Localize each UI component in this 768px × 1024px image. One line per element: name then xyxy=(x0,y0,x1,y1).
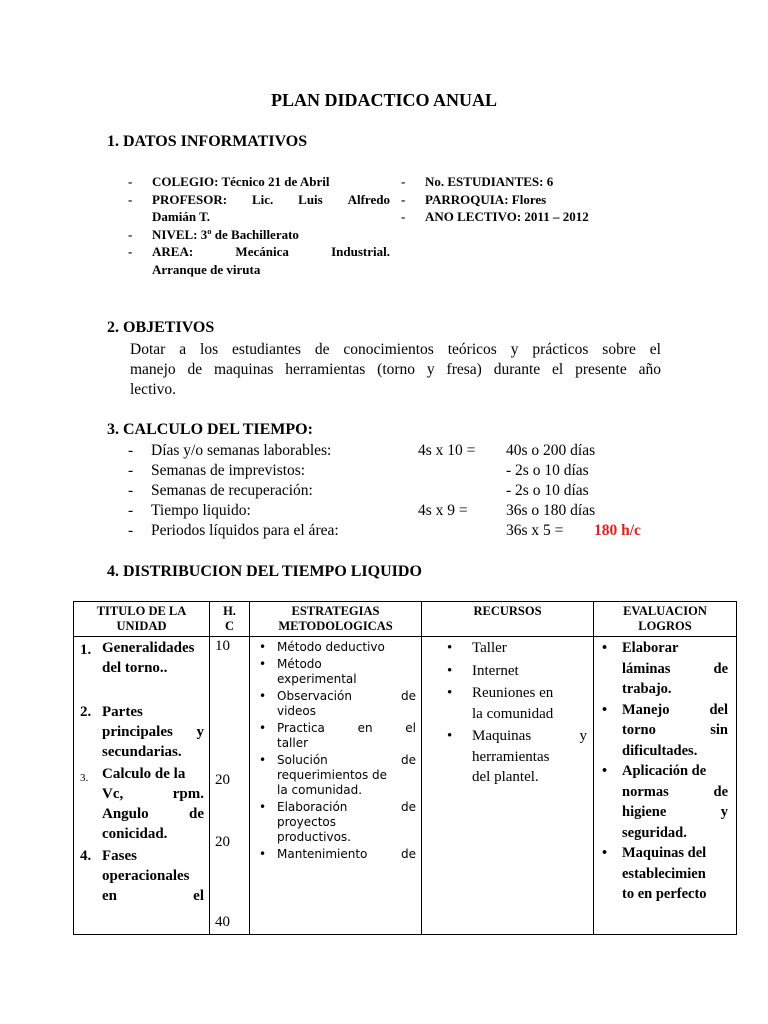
objetivos-line: Dotar a los estudiantes de conocimientos teóricos y prácticos sobre el xyxy=(130,341,661,358)
list-item-text: trabajo. xyxy=(622,681,672,697)
bullet-icon: • xyxy=(259,721,267,735)
unit-text: y xyxy=(196,724,204,740)
header-recursos: RECURSOS xyxy=(422,602,594,637)
hours-value: 20 xyxy=(215,772,230,788)
unit-2 xyxy=(102,702,204,762)
objetivos-paragraph xyxy=(130,340,661,400)
datos-right-column xyxy=(401,173,651,226)
list-item xyxy=(256,640,416,655)
unit-number: 3. xyxy=(80,772,89,784)
cell-recursos xyxy=(422,637,594,935)
list-item-text: productivos. xyxy=(277,830,351,844)
bullet-icon: • xyxy=(259,847,267,861)
list-item xyxy=(602,843,728,905)
list-item-text: Método xyxy=(277,657,322,671)
list-item-text: torno xyxy=(622,722,656,738)
list-item-text: Solución xyxy=(277,753,328,767)
list-item-text: seguridad. xyxy=(622,824,687,841)
dash: - xyxy=(128,462,134,479)
list-item-text: el xyxy=(405,721,416,735)
calculo-row xyxy=(128,522,668,542)
list-item-text: la comunidad. xyxy=(277,783,363,797)
list-item xyxy=(256,753,416,798)
cell-unidades xyxy=(74,637,210,935)
dash: - xyxy=(128,502,134,519)
list-item-text: Maquinas xyxy=(472,728,532,744)
bullet-icon: • xyxy=(602,701,608,718)
list-item-text: Mantenimiento xyxy=(277,847,368,861)
unit-4 xyxy=(102,846,204,906)
list-item-text: videos xyxy=(277,704,317,718)
unit-number: 2. xyxy=(80,704,92,720)
hours-value: 10 xyxy=(215,638,230,654)
cell-logros xyxy=(594,637,737,935)
section-2-heading: 2. OBJETIVOS xyxy=(107,319,215,336)
calculo-label: Semanas de recuperación: xyxy=(151,482,313,499)
unit-text: conicidad. xyxy=(102,826,168,842)
profesor-label: PROFESOR: xyxy=(152,191,228,207)
calculo-op: 4s x 10 = xyxy=(418,442,476,459)
list-item xyxy=(602,700,728,762)
unit-text: Vc, xyxy=(102,786,124,802)
nivel-text: NIVEL: 3º de Bachillerato xyxy=(152,226,299,242)
unit-text: de xyxy=(189,806,204,822)
list-item-text: de xyxy=(401,753,416,767)
dash: - xyxy=(401,209,406,224)
calculo-row xyxy=(128,502,668,522)
unit-text: Fases xyxy=(102,848,137,864)
unit-text: principales xyxy=(102,724,173,740)
bullet-icon: • xyxy=(447,640,453,656)
bullet-icon: • xyxy=(447,662,453,679)
unit-text: Partes xyxy=(102,704,143,720)
unit-number: 4. xyxy=(80,848,92,864)
list-item-text: Maquinas del xyxy=(622,845,707,861)
section-3-heading: 3. CALCULO DEL TIEMPO: xyxy=(107,421,313,438)
list-item-text: del plantel. xyxy=(472,769,539,785)
list-item-text: Elaboración xyxy=(277,800,348,814)
list-item-text: de xyxy=(713,660,728,677)
parroquia-text: PARROQUIA: Flores xyxy=(425,191,547,207)
area-line xyxy=(152,243,390,261)
unit-1 xyxy=(102,638,204,678)
ano-lectivo-text: ANO LECTIVO: 2011 – 2012 xyxy=(425,209,589,224)
calculo-op: 4s x 9 = xyxy=(418,502,468,519)
bullet-icon: • xyxy=(259,753,267,767)
bullet-icon: • xyxy=(602,845,608,861)
calculo-row xyxy=(128,462,668,482)
list-item xyxy=(447,683,587,724)
document-title: PLAN DIDACTICO ANUAL xyxy=(270,90,498,110)
list-item xyxy=(602,761,728,843)
profesor-line xyxy=(152,191,390,209)
bullet-icon: • xyxy=(602,763,608,779)
unit-3 xyxy=(102,764,204,844)
bullet-icon: • xyxy=(259,640,267,654)
unit-text: rpm. xyxy=(172,786,204,802)
distribution-table xyxy=(73,601,737,935)
calculo-result: 36s x 5 = xyxy=(506,522,564,539)
hours-value: 20 xyxy=(215,834,230,850)
list-item-text: y xyxy=(579,728,587,744)
list-item-text: Reuniones en xyxy=(472,685,554,701)
list-item-text: de xyxy=(401,847,416,861)
unit-text: en xyxy=(102,888,117,904)
datos-left-column xyxy=(128,173,390,278)
estudiantes-text: No. ESTUDIANTES: 6 xyxy=(425,174,554,189)
calculo-result: - 2s o 10 días xyxy=(506,482,589,499)
list-item xyxy=(256,847,416,862)
calculo-label: Tiempo liquido: xyxy=(151,502,251,519)
profesor-word: Luis xyxy=(298,191,323,207)
area-word: Mecánica xyxy=(235,244,289,259)
list-item-text: to en perfecto xyxy=(622,886,707,902)
list-item-text: dificultades. xyxy=(622,742,698,759)
area-cont: Arranque de viruta xyxy=(152,261,261,277)
list-item-text: Manejo xyxy=(622,701,670,718)
dash: - xyxy=(128,244,133,259)
list-item xyxy=(256,689,416,719)
unit-text: Calculo de la xyxy=(102,766,186,782)
list-item-text: higiene xyxy=(622,804,667,820)
list-item xyxy=(447,661,587,682)
calculo-result: 36s o 180 días xyxy=(506,502,596,519)
unit-text: el xyxy=(193,888,204,904)
bullet-icon: • xyxy=(259,689,267,703)
section-4-heading: 4. DISTRIBUCION DEL TIEMPO LIQUIDO xyxy=(107,563,422,580)
dash: - xyxy=(128,226,133,242)
bullet-icon: • xyxy=(447,728,453,744)
calculo-row xyxy=(128,442,668,462)
cell-estrategias xyxy=(250,637,422,935)
list-item-text: Practica xyxy=(277,721,325,735)
unit-number: 1. xyxy=(80,642,92,658)
table-row xyxy=(74,637,737,935)
list-item-text: Taller xyxy=(472,640,507,656)
calculo-label: Periodos líquidos para el área: xyxy=(151,522,339,539)
list-item-text: Método deductivo xyxy=(277,640,385,654)
list-item xyxy=(447,726,587,788)
list-item-text: de xyxy=(401,800,416,814)
list-item-text: láminas xyxy=(622,660,671,677)
header-unidad: TITULO DE LA UNIDAD xyxy=(74,602,210,637)
list-item-text: la comunidad xyxy=(472,705,554,722)
bullet-icon: • xyxy=(259,800,267,814)
list-item xyxy=(447,638,587,659)
estrategias-list xyxy=(256,640,416,862)
list-item-text: taller xyxy=(277,736,309,750)
list-item-text: requerimientos de xyxy=(277,768,388,782)
header-estrategias: ESTRATEGIAS METODOLOGICAS xyxy=(250,602,422,637)
hours-value: 40 xyxy=(215,914,230,930)
list-item-text: Elaborar xyxy=(622,640,679,656)
list-item-text: establecimien xyxy=(622,865,706,882)
dash: - xyxy=(128,191,133,207)
list-item-text: de xyxy=(401,689,416,703)
dash: - xyxy=(401,191,406,207)
list-item-text: Internet xyxy=(472,662,519,679)
cell-horas xyxy=(210,637,250,935)
list-item xyxy=(256,800,416,845)
calculo-highlight: 180 h/c xyxy=(594,522,641,539)
objetivos-line: lectivo. xyxy=(130,381,177,398)
unit-text: Generalidades xyxy=(102,640,195,656)
logros-list xyxy=(602,638,728,905)
table-header-row xyxy=(74,602,737,637)
list-item-text: en xyxy=(357,721,373,735)
list-item-text: herramientas xyxy=(472,748,550,765)
list-item-text: Aplicación de xyxy=(622,763,707,779)
calculo-label: Semanas de imprevistos: xyxy=(151,462,306,479)
unit-text: Angulo xyxy=(102,806,149,822)
profesor-name-cont: Damián T. xyxy=(152,209,211,224)
bullet-icon: • xyxy=(447,685,453,701)
list-item-text: Observación xyxy=(277,689,352,703)
bullet-icon: • xyxy=(259,657,267,671)
list-item xyxy=(256,657,416,687)
profesor-word: Alfredo xyxy=(347,191,390,207)
list-item xyxy=(256,721,416,751)
section-1-heading: 1. DATOS INFORMATIVOS xyxy=(107,133,308,150)
list-item-text: proyectos xyxy=(277,815,337,829)
list-item xyxy=(602,638,728,700)
calculo-result: - 2s o 10 días xyxy=(506,462,589,479)
list-item-text: normas xyxy=(622,783,669,800)
objetivos-line: manejo de maquinas herramientas (torno y fresa) durante el presente año xyxy=(130,361,661,378)
dash: - xyxy=(128,174,133,189)
header-hc: H. C xyxy=(210,602,250,637)
dash: - xyxy=(401,174,406,189)
recursos-list xyxy=(447,638,587,788)
unit-text: operacionales xyxy=(102,868,190,884)
profesor-word: Lic. xyxy=(251,191,274,207)
calculo-row xyxy=(128,482,668,502)
calculo-rows xyxy=(128,442,668,542)
calculo-result: 40s o 200 días xyxy=(506,442,596,459)
list-item-text: y xyxy=(720,804,728,820)
unit-text: secundarias. xyxy=(102,744,182,760)
list-item-text: sin xyxy=(710,722,728,738)
bullet-icon: • xyxy=(602,640,608,656)
dash: - xyxy=(128,522,134,539)
list-item-text: de xyxy=(713,783,728,800)
colegio-text: COLEGIO: Técnico 21 de Abril xyxy=(152,174,330,189)
header-evaluacion: EVALUACION LOGROS xyxy=(594,602,737,637)
area-word: Industrial. xyxy=(331,244,390,259)
list-item-text: experimental xyxy=(277,672,357,686)
list-item-text: del xyxy=(709,701,728,718)
area-label: AREA: xyxy=(152,244,194,259)
unit-text: del torno.. xyxy=(102,660,168,676)
dash: - xyxy=(128,442,134,459)
dash: - xyxy=(128,482,134,499)
calculo-label: Días y/o semanas laborables: xyxy=(151,442,332,459)
